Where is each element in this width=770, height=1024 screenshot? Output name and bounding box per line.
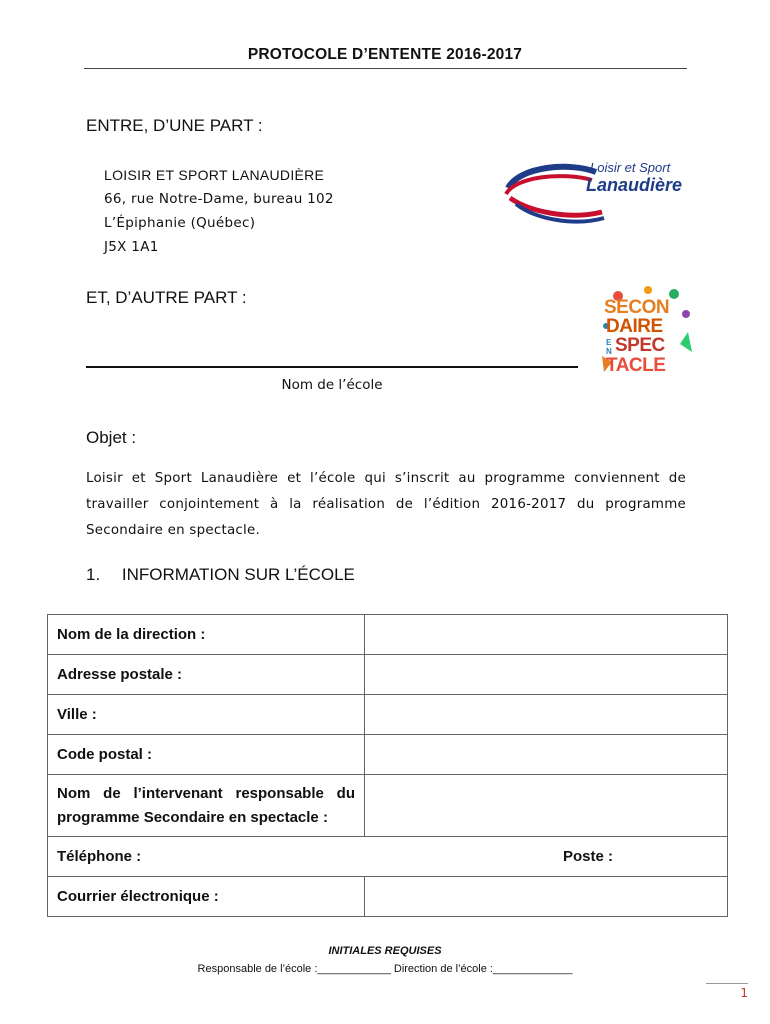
table-row xyxy=(48,735,728,775)
table-row xyxy=(48,695,728,735)
phone-label: Téléphone : xyxy=(57,848,142,865)
page-number-divider xyxy=(706,983,748,984)
logo-line1: Loisir et Sport xyxy=(590,160,671,175)
loisir-sport-logo xyxy=(500,158,690,228)
logo-ses-line3: SPEC xyxy=(615,335,665,356)
address-field[interactable] xyxy=(365,655,728,695)
logo-ses-line1: SECON xyxy=(604,297,670,318)
table-row xyxy=(48,655,728,695)
school-name-line xyxy=(86,366,578,368)
direction-label: Nom de la direction : xyxy=(48,615,365,655)
party1-name: LOISIR ET SPORT LANAUDIÈRE xyxy=(104,167,325,183)
school-info-table xyxy=(47,614,728,917)
school-name-caption: Nom de l’école xyxy=(281,377,383,393)
party1-address-block xyxy=(104,163,334,259)
party1-address-line1: 66, rue Notre-Dame, bureau 102 xyxy=(104,191,334,207)
logo-ses-small2: N xyxy=(606,347,612,356)
city-label: Ville : xyxy=(48,695,365,735)
logo-line2: Lanaudière xyxy=(586,175,683,195)
contact-field[interactable] xyxy=(365,775,728,837)
initials-title: INITIALES REQUISES xyxy=(328,945,442,957)
table-row xyxy=(48,837,728,877)
extension-label: Poste : xyxy=(563,848,614,865)
document-title: PROTOCOLE D’ENTENTE 2016-2017 xyxy=(247,46,523,63)
logo-ses-line4: TACLE xyxy=(606,355,666,376)
table-row xyxy=(48,775,728,837)
logo-ses-line2: DAIRE xyxy=(606,316,663,337)
secondaire-spectacle-logo xyxy=(598,282,696,388)
initials-line: Responsable de l’école :____________ Direction de l’école :_____________ xyxy=(197,963,573,975)
city-field[interactable] xyxy=(365,695,728,735)
table-row xyxy=(48,615,728,655)
section1-heading: 1. INFORMATION SUR L’ÉCOLE xyxy=(86,565,355,584)
party2-heading: ET, D’AUTRE PART : xyxy=(86,288,247,307)
postal-label: Code postal : xyxy=(48,735,365,775)
table-row xyxy=(48,877,728,917)
party1-postal-code: J5X 1A1 xyxy=(104,239,159,255)
postal-field[interactable] xyxy=(365,735,728,775)
party1-address-line2: L’Épiphanie (Québec) xyxy=(104,215,256,231)
email-label: Courrier électronique : xyxy=(48,877,365,917)
contact-label: Nom de l’intervenant responsable du programme Secondaire en spectacle : xyxy=(48,775,365,837)
header-divider xyxy=(84,68,687,69)
phone-row-cell[interactable] xyxy=(48,837,728,877)
object-heading: Objet : xyxy=(86,428,137,447)
direction-field[interactable] xyxy=(365,615,728,655)
page-number: 1 xyxy=(740,986,748,1000)
address-label: Adresse postale : xyxy=(48,655,365,695)
party1-heading: ENTRE, D’UNE PART : xyxy=(86,116,263,135)
logo-ses-small1: E xyxy=(606,338,612,347)
object-paragraph: Loisir et Sport Lanaudière et l’école qui s’inscrit au programme conviennent de travailler conjointement à la réalisation de l’édition 2016-2017 du programme Secondaire en spectacle. xyxy=(86,471,686,538)
email-field[interactable] xyxy=(365,877,728,917)
